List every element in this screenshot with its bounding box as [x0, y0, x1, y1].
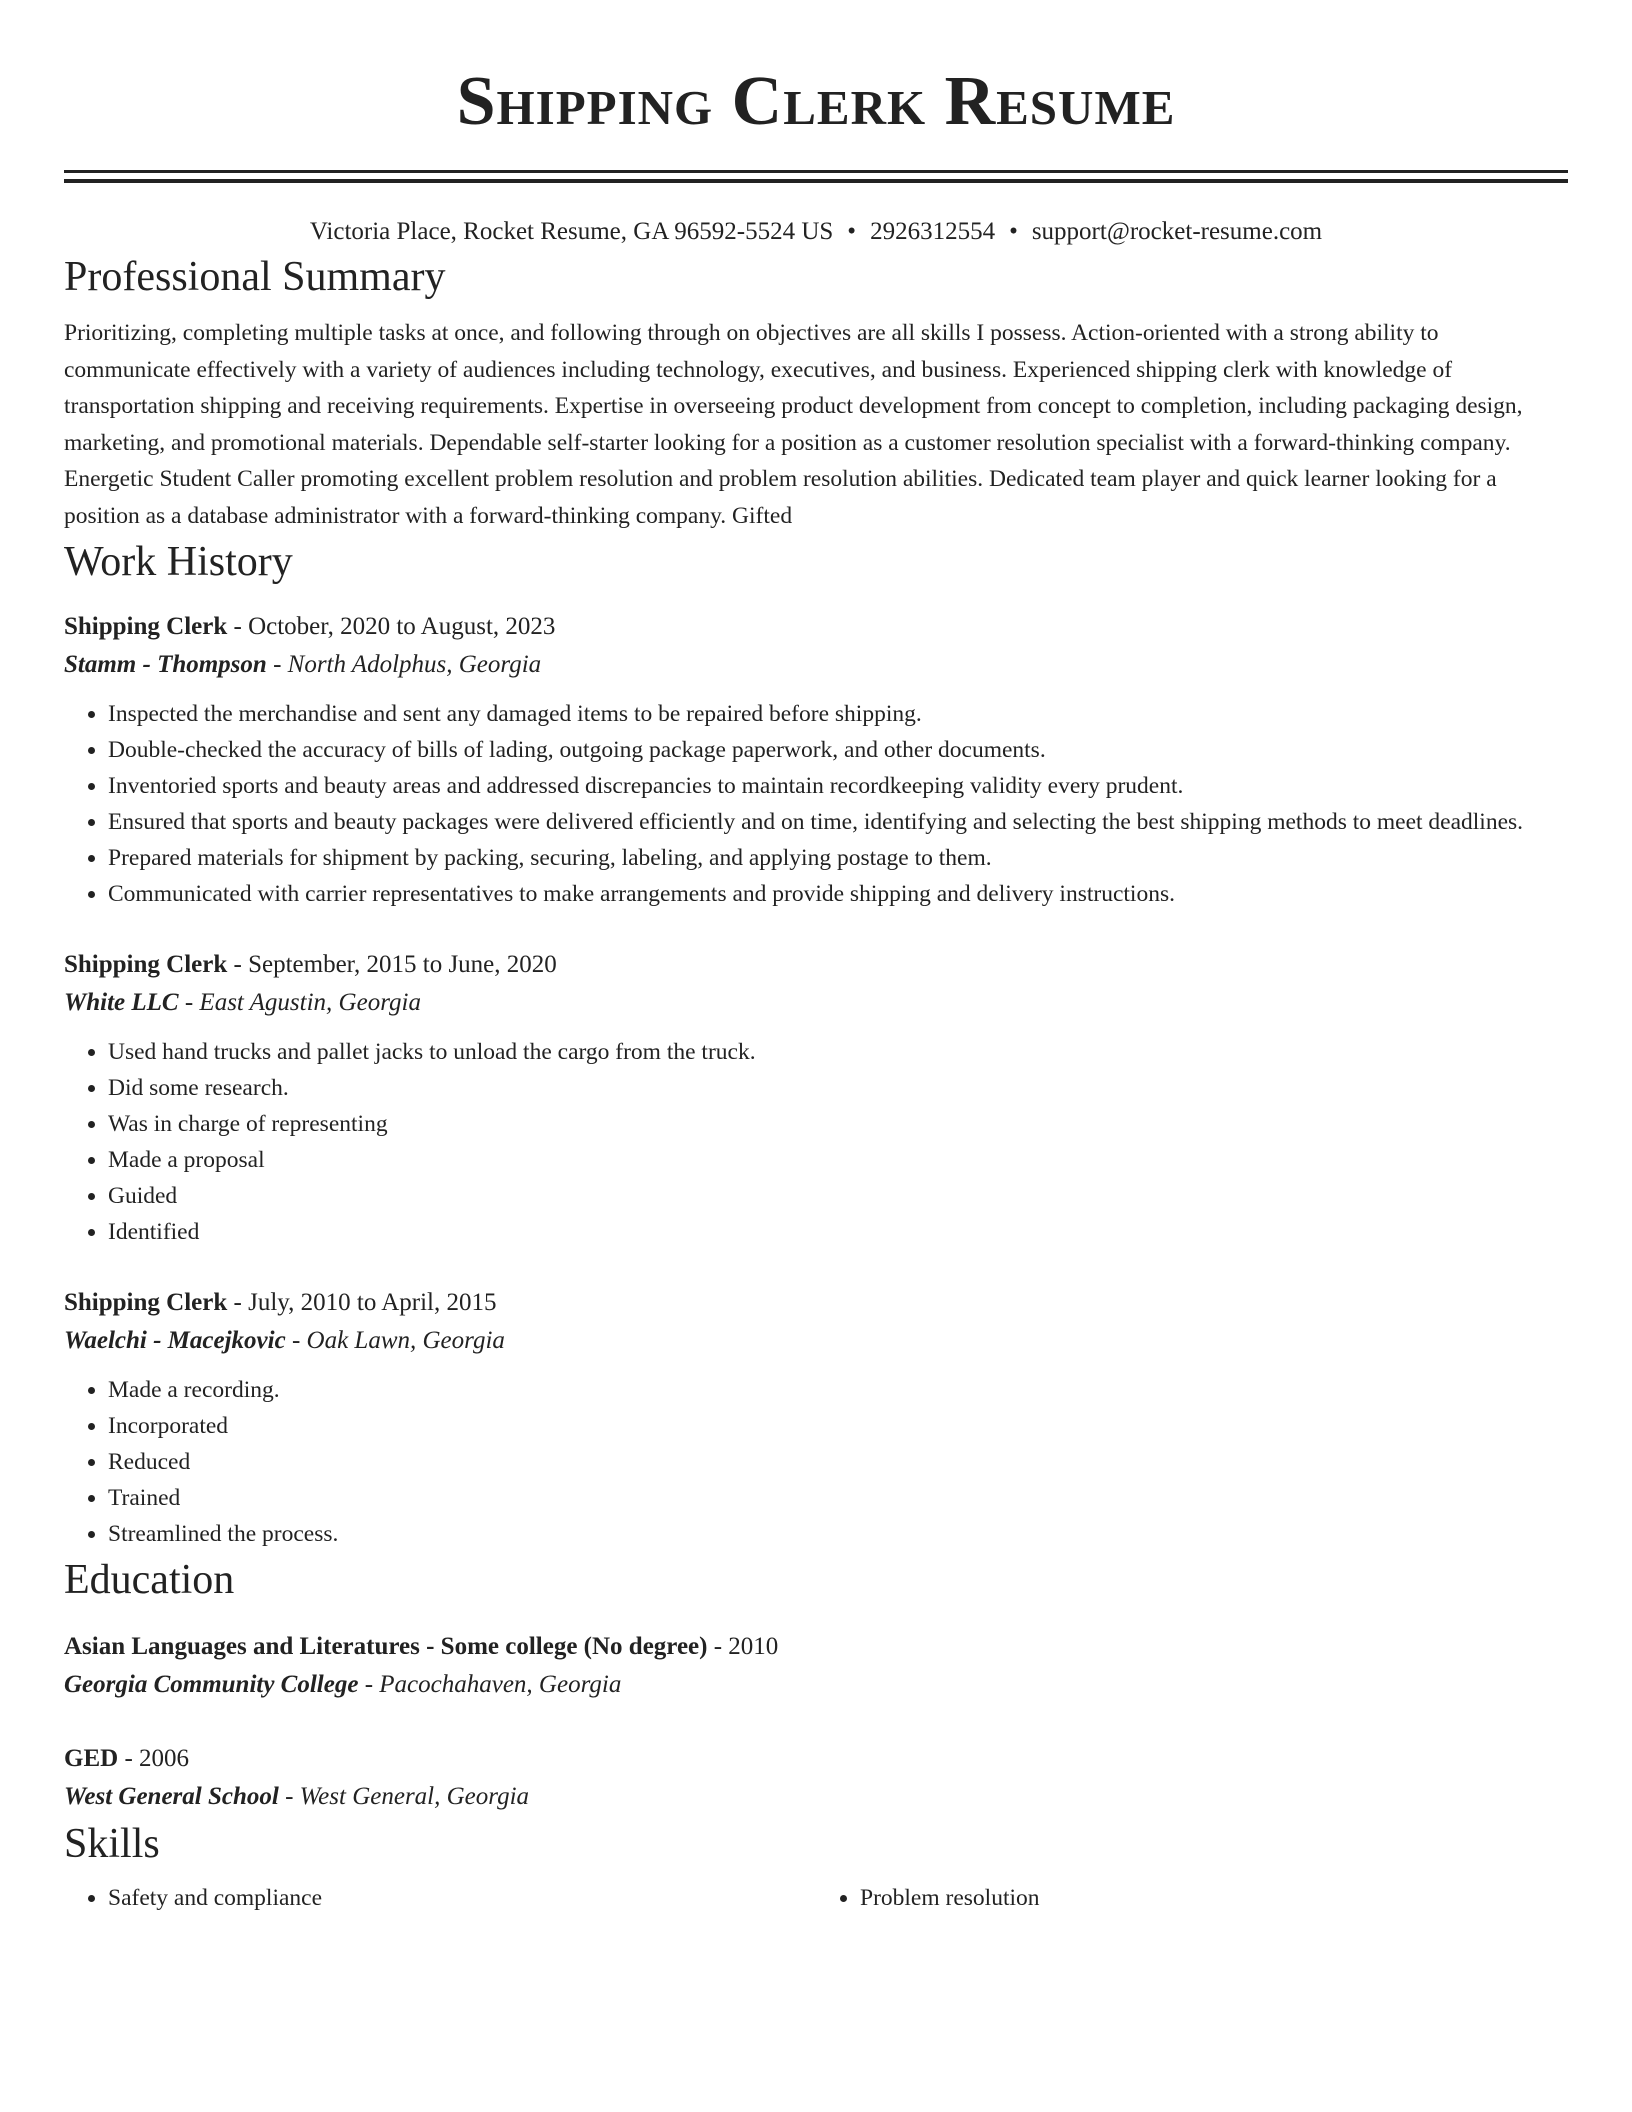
- job-entry: [64, 1284, 1568, 1552]
- job-title-line: [64, 1284, 1568, 1322]
- degree-line: [64, 1740, 1568, 1778]
- job-title-line: [64, 946, 1568, 984]
- degree-year: - 2006: [118, 1745, 190, 1772]
- employer-location: - Oak Lawn, Georgia: [285, 1327, 505, 1354]
- list-item: • Ensured that sports and beauty packages were delivered efficiently and on time, identifying and selecting the best shipping methods to meet deadlines.: [108, 804, 1568, 840]
- school-name: West General School: [64, 1783, 279, 1810]
- list-item: • Inventoried sports and beauty areas and addressed discrepancies to maintain recordkeeping validity every prudent.: [108, 768, 1568, 804]
- job-title: Shipping Clerk: [64, 951, 228, 978]
- job-dates: - September, 2015 to June, 2020: [227, 951, 557, 978]
- list-item: • Made a proposal: [108, 1142, 1568, 1178]
- job-title-line: [64, 608, 1568, 646]
- skill-item: • Safety and compliance: [108, 1880, 816, 1916]
- school-name: Georgia Community College: [64, 1671, 359, 1698]
- job-dates: - July, 2010 to April, 2015: [227, 1289, 497, 1316]
- list-item: • Was in charge of representing: [108, 1106, 1568, 1142]
- contact-separator: •: [847, 218, 857, 245]
- degree-year: - 2010: [707, 1633, 779, 1660]
- summary-heading: Professional Summary: [64, 254, 446, 300]
- job-entry: [64, 946, 1568, 1250]
- list-item: • Did some research.: [108, 1070, 1568, 1106]
- job-bullets: [64, 696, 1568, 912]
- job-entry: [64, 608, 1568, 912]
- list-item: • Double-checked the accuracy of bills of lading, outgoing package paperwork, and other documents.: [108, 732, 1568, 768]
- job-title: Shipping Clerk: [64, 613, 228, 640]
- list-item: • Inspected the merchandise and sent any damaged items to be repaired before shipping.: [108, 696, 1568, 732]
- list-item: • Reduced: [108, 1444, 1568, 1480]
- employer-location: - East Agustin, Georgia: [178, 989, 421, 1016]
- degree-line: [64, 1628, 1568, 1666]
- list-item: • Guided: [108, 1178, 1568, 1214]
- school-location: - Pacochahaven, Georgia: [358, 1671, 622, 1698]
- employer-name: Stamm - Thompson: [64, 651, 267, 678]
- skills-column-left: [64, 1880, 816, 1916]
- job-bullets: [64, 1372, 1568, 1552]
- work-history-heading: Work History: [64, 539, 293, 585]
- contact-email: support@rocket-resume.com: [1031, 218, 1323, 245]
- education-entry: [64, 1740, 1568, 1816]
- title-double-rule: [64, 170, 1568, 183]
- degree-name: GED: [64, 1745, 119, 1772]
- contact-separator: •: [1009, 218, 1018, 245]
- employer-line: [64, 984, 1568, 1022]
- contact-phone: 2926312554: [870, 218, 996, 245]
- school-line: [64, 1666, 1568, 1704]
- skills-heading: Skills: [64, 1821, 160, 1867]
- education-entry: [64, 1628, 1568, 1704]
- list-item: • Identified: [108, 1214, 1568, 1250]
- list-item: • Streamlined the process.: [108, 1516, 1568, 1552]
- list-item: • Incorporated: [108, 1408, 1568, 1444]
- contact-line: [64, 215, 1568, 249]
- list-item: • Made a recording.: [108, 1372, 1568, 1408]
- skills-column-right: [816, 1880, 1568, 1916]
- summary-text: Prioritizing, completing multiple tasks at once, and following through on objectives are all skills I possess. Action-oriented with a strong ability to communicate effectively with a variety of audiences including technology, executives, and business. Experienced shipping clerk with knowledge of transportation shipping and receiving requirements. Expertise in overseeing product development from concept to completion, including packaging design, marketing, and promotional materials. Dependable self-starter looking for a position as a customer resolution specialist with a forward-thinking company. Energetic Student Caller promoting excellent problem resolution and problem resolution abilities. Dedicated team player and quick learner looking for a position as a database administrator with a forward-thinking company. Gifted: [64, 320, 1523, 529]
- employer-line: [64, 1322, 1568, 1360]
- job-title: Shipping Clerk: [64, 1289, 228, 1316]
- employer-location: - North Adolphus, Georgia: [266, 651, 542, 678]
- education-heading: Education: [64, 1557, 235, 1603]
- document-title: Shipping Clerk Resume: [456, 63, 1176, 140]
- contact-address: Victoria Place, Rocket Resume, GA 96592-5524 US: [309, 218, 834, 245]
- employer-line: [64, 646, 1568, 684]
- list-item: • Used hand trucks and pallet jacks to unload the cargo from the truck.: [108, 1034, 1568, 1070]
- skill-item: • Problem resolution: [860, 1880, 1568, 1916]
- school-location: - West General, Georgia: [278, 1783, 530, 1810]
- school-line: [64, 1778, 1568, 1816]
- employer-name: White LLC: [64, 989, 179, 1016]
- job-bullets: [64, 1034, 1568, 1250]
- list-item: • Prepared materials for shipment by packing, securing, labeling, and applying postage to them.: [108, 840, 1568, 876]
- job-dates: - October, 2020 to August, 2023: [227, 613, 556, 640]
- employer-name: Waelchi - Macejkovic: [64, 1327, 286, 1354]
- skills-list: [64, 1880, 1568, 1916]
- list-item: • Communicated with carrier representatives to make arrangements and provide shipping and delivery instructions.: [108, 876, 1568, 912]
- list-item: • Trained: [108, 1480, 1568, 1516]
- degree-name: Asian Languages and Literatures - Some college (No degree): [64, 1633, 708, 1660]
